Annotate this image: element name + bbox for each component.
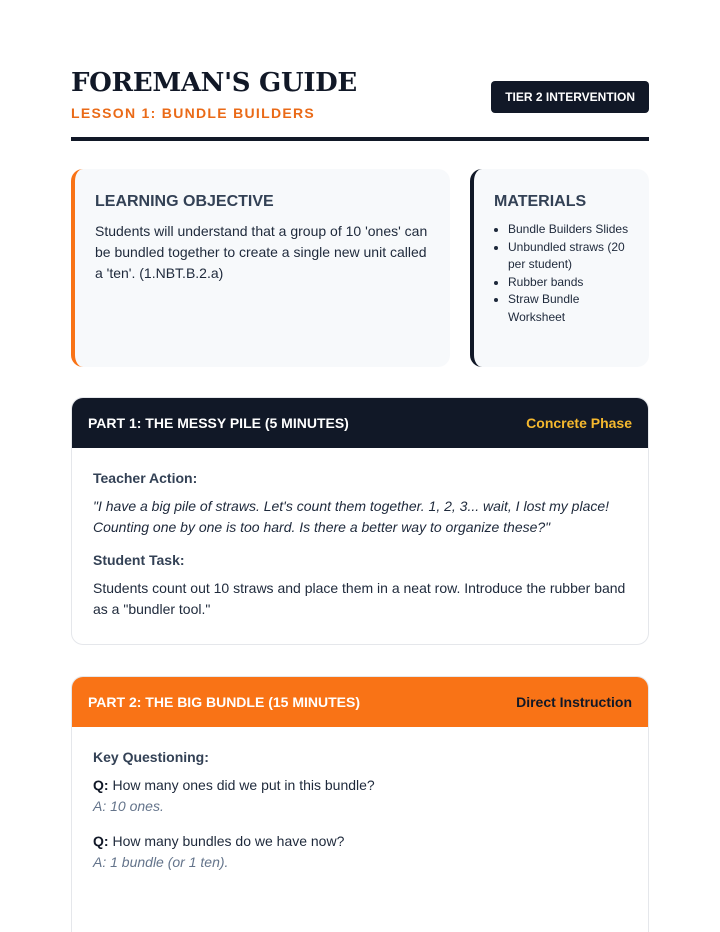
materials-item: • Unbundled straws (20 per student) <box>508 239 637 274</box>
tier-badge: TIER 2 INTERVENTION <box>491 81 649 113</box>
key-questioning-label: Key Questioning: <box>93 749 209 765</box>
lesson-subtitle: LESSON 1: BUNDLE BUILDERS <box>71 105 316 121</box>
student-task-label: Student Task: <box>93 552 185 568</box>
part-2-title: PART 2: THE BIG BUNDLE (15 MINUTES) <box>88 694 360 710</box>
header-divider <box>71 137 649 141</box>
teacher-action-label: Teacher Action: <box>93 470 198 486</box>
materials-heading: MATERIALS <box>494 193 587 210</box>
question-prefix: Q: <box>93 833 109 849</box>
page <box>0 0 720 140</box>
question-prefix: Q: <box>93 777 109 793</box>
part-1-header <box>72 398 648 448</box>
part-2-section <box>71 676 649 932</box>
materials-item: • Straw Bundle Worksheet <box>508 291 637 326</box>
question <box>93 775 627 796</box>
part-2-body <box>72 727 648 907</box>
part-2-phase: Direct Instruction <box>516 694 632 710</box>
question <box>93 831 627 852</box>
answer-text: A: 10 ones. <box>93 798 164 814</box>
question-text: How many ones did we put in this bundle? <box>112 777 375 793</box>
teacher-action-quote: "I have a big pile of straws. Let's count them together. 1, 2, 3... wait, I lost my place! Counting one by one is too hard. Is there a better way to organize these?" <box>93 498 610 535</box>
qa-item <box>93 831 627 873</box>
part-1-title: PART 1: THE MESSY PILE (5 MINUTES) <box>88 415 349 431</box>
objective-heading: LEARNING OBJECTIVE <box>95 193 274 210</box>
part-1-body <box>72 448 648 640</box>
materials-item: • Bundle Builders Slides <box>508 221 637 239</box>
answer-text: A: 1 bundle (or 1 ten). <box>93 854 229 870</box>
materials-item: • Rubber bands <box>508 274 637 292</box>
student-task-text: Students count out 10 straws and place them in a neat row. Introduce the rubber band as a "bundler tool." <box>93 580 626 617</box>
materials-card <box>470 169 649 367</box>
question-text: How many bundles do we have now? <box>112 833 345 849</box>
part-1-section <box>71 397 649 645</box>
header <box>71 0 649 140</box>
learning-objective-card <box>71 169 450 367</box>
part-1-phase: Concrete Phase <box>526 415 632 431</box>
qa-item <box>93 775 627 817</box>
objective-text: Students will understand that a group of 10 'ones' can be bundled together to create a single new unit called a 'ten'. (1.NBT.B.2.a) <box>95 223 428 281</box>
summary-cards <box>71 169 649 367</box>
page-title: FOREMAN'S GUIDE <box>71 68 357 98</box>
materials-list <box>494 221 637 326</box>
part-2-header <box>72 677 648 727</box>
